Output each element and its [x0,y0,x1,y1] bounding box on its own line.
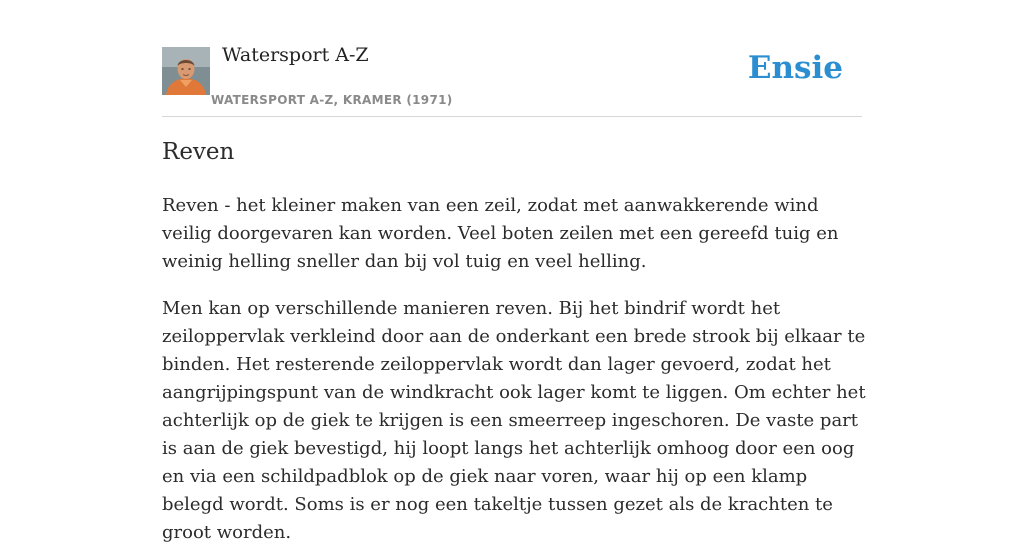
source-subtitle[interactable]: WATERSPORT A-Z, KRAMER (1971) [211,93,453,107]
author-photo [162,47,210,95]
entry-paragraph-1: Reven - het kleiner maken van een zeil, zodat met aanwakkerende wind veilig doorgevaren kan worden. Veel boten zeilen met een gereefd tuig en weinig helling sneller dan bij vol tuig en veel helling. [162,195,839,272]
entry-paragraph-2: Men kan op verschillende manieren reven. Bij het bindrif wordt het zeiloppervlak verkleind door aan de onderkant een brede strook bij elkaar te binden. Het resterende zeiloppervlak wordt dan lager gevoerd, zodat het aangrijpingspunt van de windkracht ook lager komt te liggen. Om echter het achterlijk op de giek te krijgen is een smeerreep ingeschoren. De vaste part is aan de giek bevestigd, hij loopt langs het achterlijk omhoog door een oog en via een schildpadblok op de giek naar voren, waar hij op een klamp belegd wordt. Soms is er nog een takeltje tussen gezet als de krachten te groot worden. [162,298,866,543]
entry-title: Reven [162,139,235,165]
ensie-logo[interactable]: Ensie [747,50,843,86]
article [162,0,866,543]
source-title[interactable]: Watersport A-Z [222,44,369,66]
avatar[interactable] [162,47,210,95]
source-header [162,0,862,117]
